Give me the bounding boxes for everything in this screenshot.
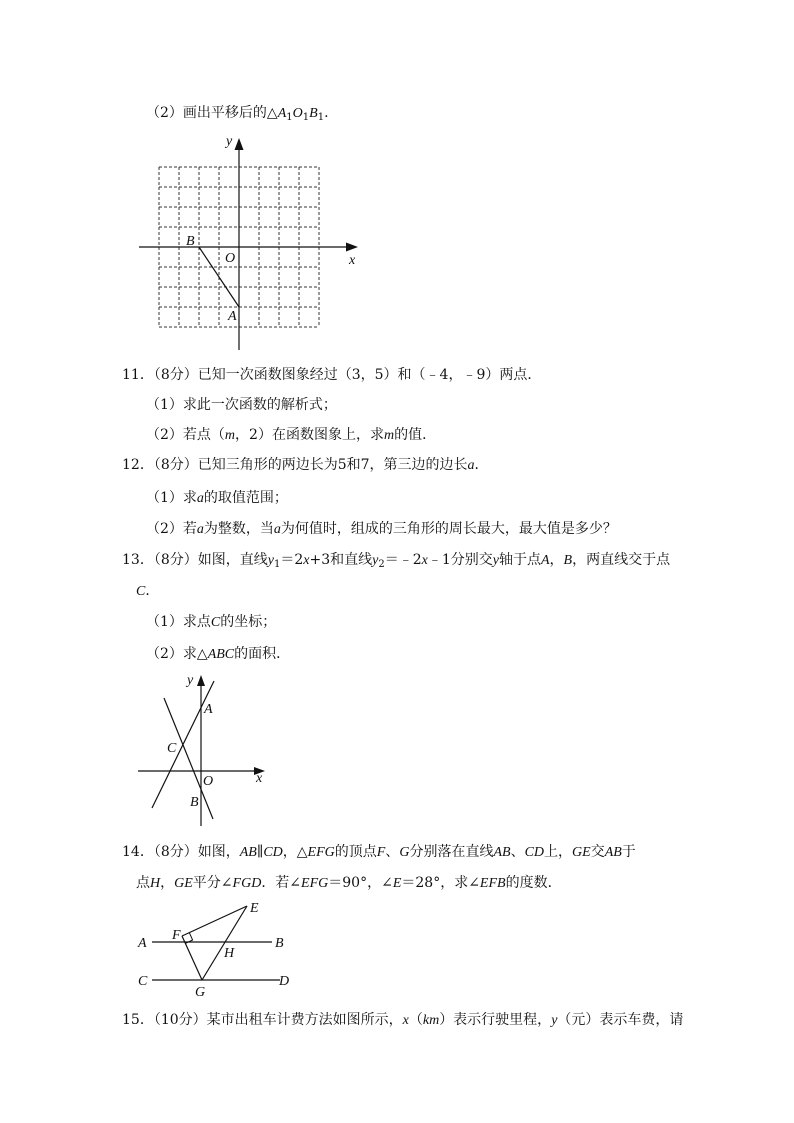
q12-part1: （1）求a的取值范围；	[146, 490, 288, 506]
q13-stem-cont: C．	[136, 583, 160, 599]
fig-H-label: H	[224, 946, 235, 961]
fig-G-label: G	[195, 985, 206, 1000]
q10-part2-text: （2）画出平移后的$\triangle A_1O_1B_1$.	[146, 105, 329, 123]
graph-A-label: A	[204, 702, 213, 717]
graph-C-label: C	[167, 741, 177, 756]
fig-D-label: D	[279, 974, 290, 989]
graph-x-label: x	[256, 771, 263, 786]
q13-stem: 13．（8分）如图，直线$y_1=2x+3$和直线$y_2=﹣2x﹣1$分别交y轴于点A，B，两直线交于点	[122, 552, 671, 570]
graph-B-label: B	[190, 795, 199, 810]
grid-B-label: B	[186, 234, 195, 249]
q12-part2: （2）若a为整数，当a为何值时，组成的三角形的周长最大，最大值是多少？	[146, 521, 617, 537]
grid-x-label: x	[349, 253, 356, 268]
grid-O-label: O	[225, 251, 236, 266]
grid-A-label: A	[228, 309, 237, 324]
q11-part1: （1）求此一次函数的解析式；	[146, 397, 337, 413]
q14-stem-cont: 点H，GE平分∠FGD．若∠EFG＝90°，∠E＝28°，求∠EFB的度数．	[136, 875, 562, 891]
graph-O-label: O	[203, 774, 214, 789]
graph-y-label: y	[187, 673, 194, 688]
q12-stem: 12．（8分）已知三角形的两边长为5和7，第三边的边长a．	[122, 457, 489, 473]
q13-part1: （1）求点C的坐标；	[146, 614, 277, 630]
fig-E-label: E	[250, 901, 259, 916]
fig-A-label: A	[138, 936, 147, 951]
q15-stem: 15．（10分）某市出租车计费方法如图所示，x（km）表示行驶里程，y（元）表示车费，请	[122, 1012, 684, 1028]
fig-C-label: C	[138, 974, 148, 989]
q11-part2: （2）若点（m，2）在函数图象上，求m的值．	[146, 427, 437, 443]
q14-stem: 14．（8分）如图，AB∥CD，△EFG的顶点F、G分别落在直线AB、CD上，GE交AB于	[122, 844, 636, 860]
fig-F-label: F	[172, 928, 181, 943]
q11-stem: 11．（8分）已知一次函数图象经过（3，5）和（﹣4，﹣9）两点．	[122, 367, 542, 383]
fig-B-label: B	[275, 936, 284, 951]
q13-part2: （2）求△ABC的面积．	[146, 646, 291, 662]
grid-y-label: y	[226, 134, 233, 149]
